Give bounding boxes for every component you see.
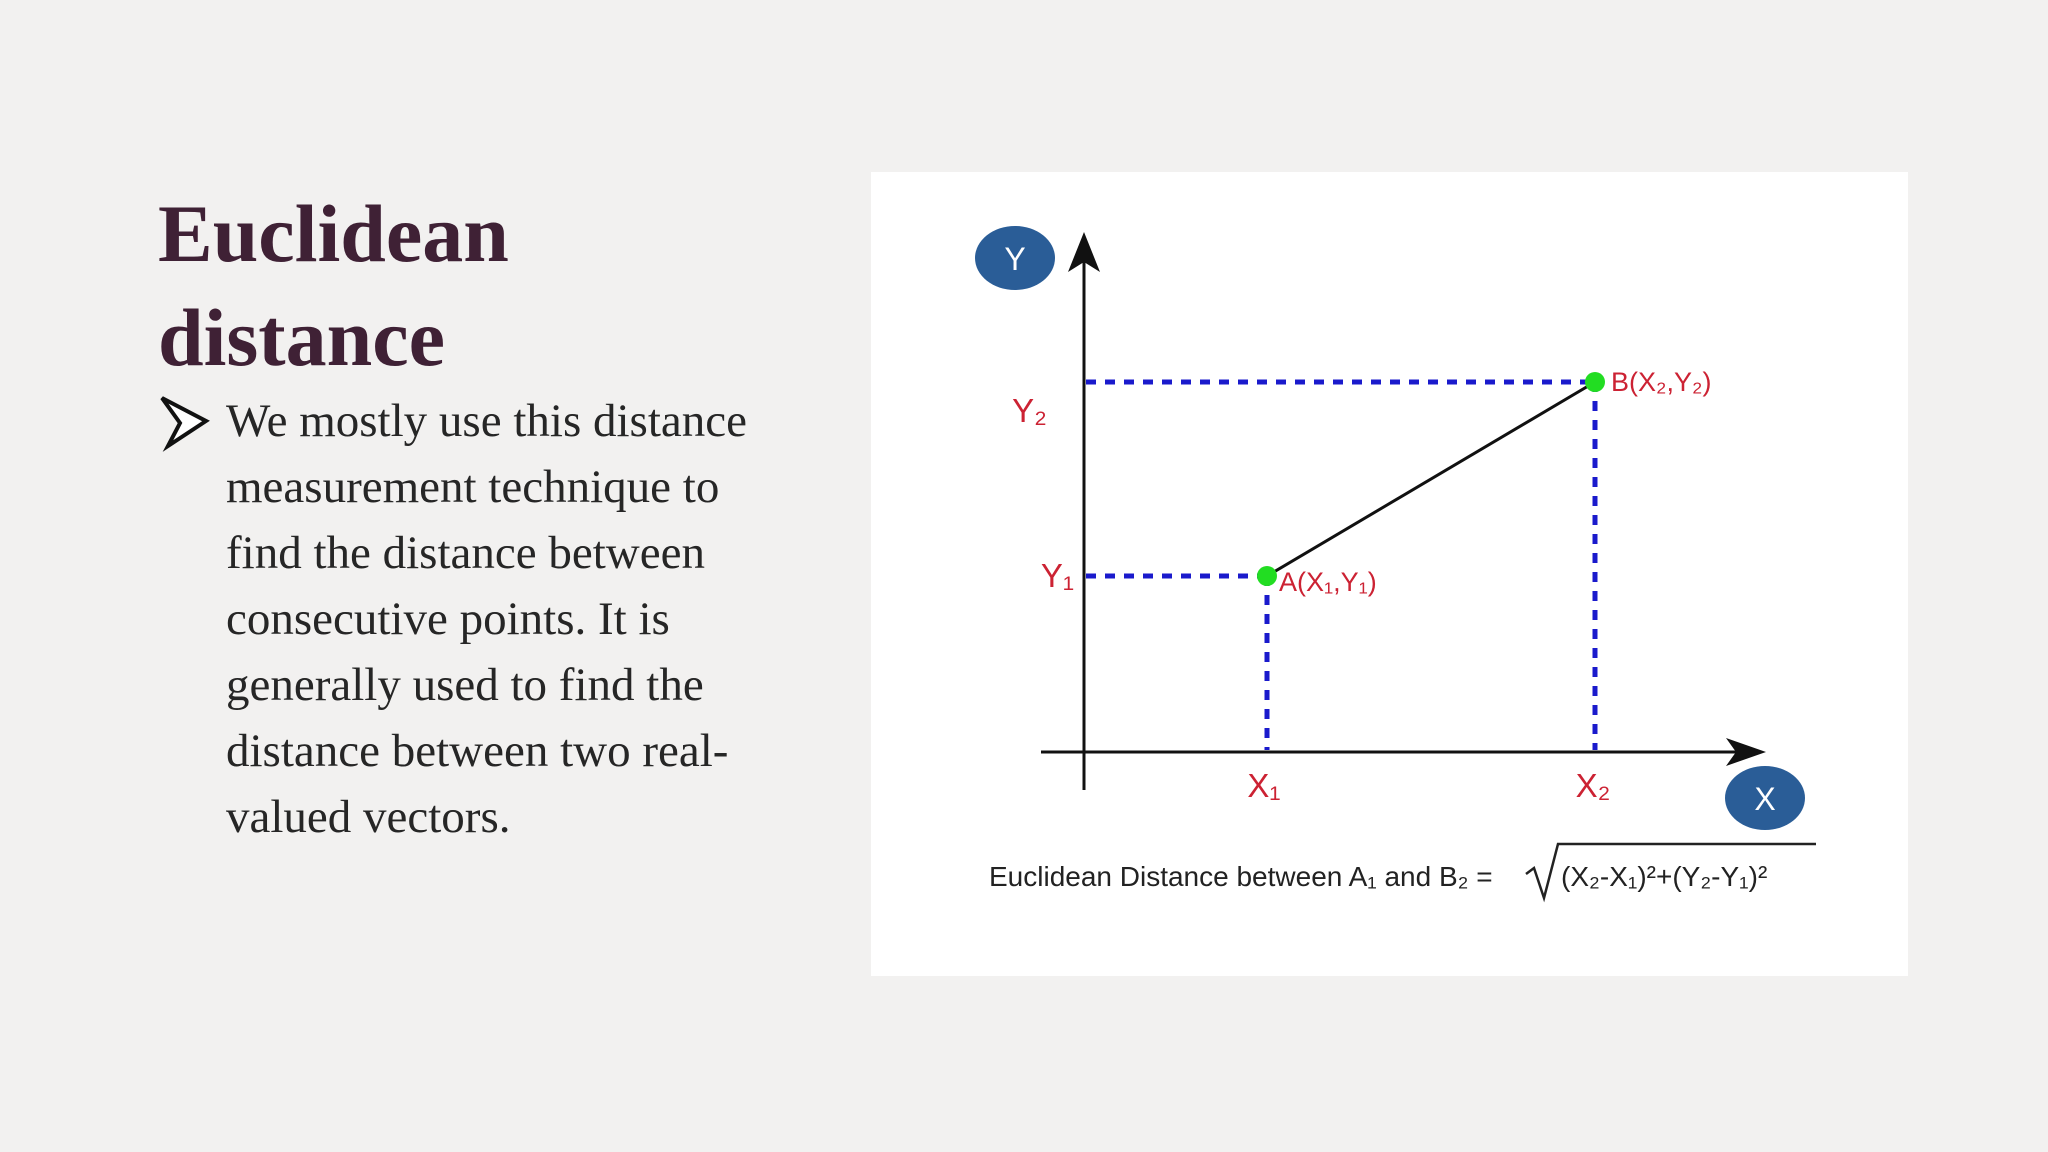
y1-tick-label: Y₁ — [1040, 557, 1074, 594]
slide-title: Euclidean distance — [158, 188, 509, 383]
formula-prefix: Euclidean Distance between A₁ and B₂ = — [989, 861, 1493, 892]
x-axis-badge-label: X — [1754, 781, 1776, 817]
arrowhead-bullet-icon — [158, 394, 210, 452]
bullet-item — [158, 388, 798, 850]
point-a-label: A(X₁,Y₁) — [1279, 567, 1377, 597]
diagram-panel — [871, 172, 1908, 976]
bullet-text: We mostly use this distance measurement technique to find the distance between consecutive points. It is generally used to find the distance between two real-valued vectors. — [226, 395, 747, 843]
point-b-label: B(X₂,Y₂) — [1611, 367, 1712, 397]
y2-tick-label: Y₂ — [1012, 392, 1047, 429]
formula-expression: (X₂-X₁)²+(Y₂-Y₁)² — [1561, 861, 1768, 892]
coordinate-diagram — [871, 172, 1908, 976]
y-axis-badge-label: Y — [1004, 241, 1026, 277]
point-b-marker — [1585, 372, 1605, 392]
x2-tick-label: X₂ — [1575, 767, 1611, 804]
distance-segment — [1267, 382, 1595, 576]
point-a-marker — [1257, 566, 1277, 586]
x1-tick-label: X₁ — [1247, 767, 1281, 804]
